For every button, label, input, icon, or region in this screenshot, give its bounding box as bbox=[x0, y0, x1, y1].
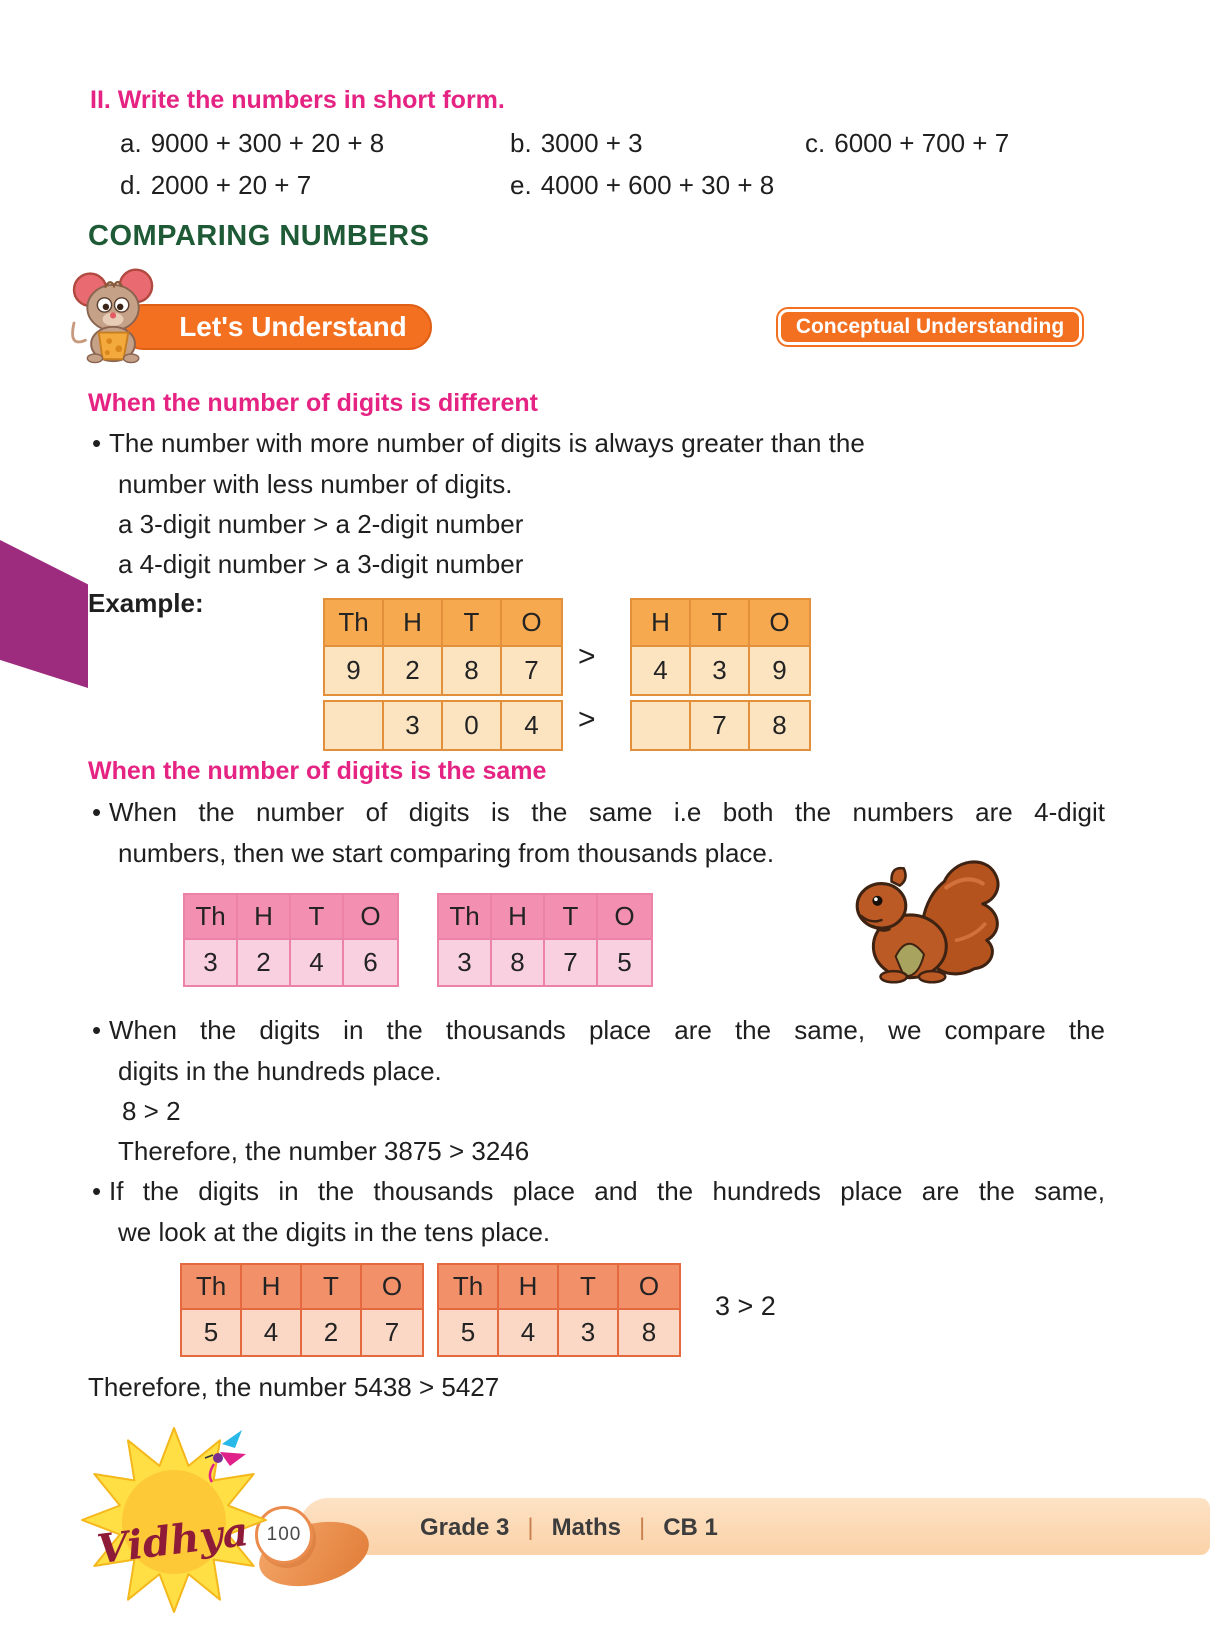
text-line: When the number of digits is the same i.e both the numbers are 4-digit bbox=[109, 797, 1105, 827]
table-cell: 2 bbox=[238, 940, 291, 985]
table-cell: 4 bbox=[632, 647, 691, 694]
exercise-title: II. Write the numbers in short form. bbox=[90, 86, 505, 114]
text-line: number with less number of digits. bbox=[118, 469, 513, 499]
exercise-item-a bbox=[120, 128, 384, 159]
table-header-cell: T bbox=[691, 600, 750, 647]
table-cell: 0 bbox=[443, 702, 502, 749]
table-data-row bbox=[185, 940, 397, 985]
footer-separator: | bbox=[638, 1514, 646, 1541]
table-cell: 7 bbox=[545, 940, 598, 985]
table-cell: 8 bbox=[772, 710, 787, 740]
table-header-cell: Th bbox=[439, 895, 492, 940]
greater-than-sign: > bbox=[578, 640, 596, 673]
exercise-item-d bbox=[120, 170, 311, 201]
text-line: The number with more number of digits is always greater than the bbox=[109, 428, 865, 458]
table-cell: 7 bbox=[384, 1317, 400, 1347]
conclusion-text: Therefore, the number 5438 > 5427 bbox=[88, 1372, 500, 1402]
rule-line: a 4-digit number > a 3-digit number bbox=[118, 549, 524, 579]
place-value-table-439 bbox=[630, 598, 811, 696]
table-header-row bbox=[182, 1265, 422, 1310]
bird-wing-bottom bbox=[220, 1452, 246, 1466]
exercise-item-b bbox=[510, 128, 643, 159]
text-line: digits in the hundreds place. bbox=[118, 1056, 442, 1086]
table-cell: 3 bbox=[439, 940, 492, 985]
table-cell: 6 bbox=[363, 947, 378, 977]
bird-body bbox=[213, 1453, 223, 1463]
table-data-row bbox=[325, 647, 561, 694]
bullet-point: • bbox=[92, 1015, 102, 1045]
page-number: 100 bbox=[266, 1524, 302, 1545]
subheading-digits-different: When the number of digits is different bbox=[88, 389, 538, 417]
place-value-table-5427 bbox=[180, 1263, 424, 1357]
exercise-item-c bbox=[805, 128, 1009, 159]
table-cell: 5 bbox=[182, 1310, 242, 1355]
bullet-point: • bbox=[92, 1176, 102, 1206]
table-header-cell: O bbox=[619, 1265, 679, 1310]
table-header-row bbox=[439, 895, 651, 940]
conclusion-text: Therefore, the number 3875 > 3246 bbox=[118, 1136, 530, 1166]
table-header-row bbox=[439, 1265, 679, 1310]
text-line: numbers, then we start comparing from thousands place. bbox=[118, 838, 775, 868]
conceptual-understanding-badge bbox=[778, 309, 1082, 345]
table-header-cell: H bbox=[499, 1265, 559, 1310]
table-data-row bbox=[632, 702, 809, 749]
item-expression: 9000 + 300 + 20 + 8 bbox=[150, 128, 385, 158]
table-cell: 9 bbox=[325, 647, 384, 694]
place-value-table-78 bbox=[630, 700, 811, 751]
table-header-cell: T bbox=[443, 600, 502, 647]
item-expression: 4000 + 600 + 30 + 8 bbox=[540, 170, 775, 200]
table-cell: 7 bbox=[524, 655, 539, 685]
table-data-row bbox=[632, 647, 809, 694]
table-cell: 3 bbox=[384, 702, 443, 749]
table-header-cell: T bbox=[291, 895, 344, 940]
place-value-table-304 bbox=[323, 700, 563, 751]
table-header-row bbox=[325, 600, 561, 647]
table-cell: 8 bbox=[641, 1317, 657, 1347]
subheading-digits-same: When the number of digits is the same bbox=[88, 757, 547, 785]
bullet-point: • bbox=[92, 797, 102, 827]
footer-grade-label: Grade 3 bbox=[420, 1514, 510, 1541]
table-header-cell: T bbox=[559, 1265, 619, 1310]
conceptual-understanding-label: Conceptual Understanding bbox=[795, 315, 1065, 338]
page-side-tab bbox=[0, 540, 88, 688]
table-cell: 4 bbox=[291, 940, 344, 985]
table-data-row bbox=[325, 702, 561, 749]
table-cell: 5 bbox=[617, 947, 632, 977]
table-header-cell: Th bbox=[439, 1265, 499, 1310]
table-header-cell: T bbox=[302, 1265, 362, 1310]
table-header-row bbox=[185, 895, 397, 940]
item-label: b. bbox=[510, 128, 532, 158]
lets-understand-badge bbox=[120, 304, 432, 350]
table-header-cell: O bbox=[344, 895, 397, 940]
footer-caption bbox=[420, 1511, 718, 1545]
example-label: Example: bbox=[88, 588, 204, 618]
table-cell: 4 bbox=[499, 1310, 559, 1355]
item-label: a. bbox=[120, 128, 142, 158]
comparison-text: 3 > 2 bbox=[715, 1291, 776, 1321]
footer-book-label: CB 1 bbox=[663, 1514, 718, 1541]
item-expression: 2000 + 20 + 7 bbox=[150, 170, 312, 200]
item-label: e. bbox=[510, 170, 532, 200]
greater-than-sign: > bbox=[578, 703, 596, 736]
table-cell: 7 bbox=[691, 702, 750, 749]
place-value-table-3246 bbox=[183, 893, 399, 987]
vidhya-logo bbox=[70, 1422, 278, 1622]
table-header-cell: O bbox=[502, 600, 561, 647]
table-data-row bbox=[439, 940, 651, 985]
mouse-mascot-image bbox=[66, 264, 162, 364]
logo-wordmark: Vidhya bbox=[94, 1507, 252, 1574]
place-value-table-5438 bbox=[437, 1263, 681, 1357]
table-header-cell: Th bbox=[182, 1265, 242, 1310]
bird-wing-top bbox=[222, 1430, 242, 1448]
comparison-text: 8 > 2 bbox=[122, 1096, 181, 1126]
table-header-cell: O bbox=[362, 1265, 422, 1310]
text-line: we look at the digits in the tens place. bbox=[118, 1217, 551, 1247]
table-data-row bbox=[182, 1310, 422, 1355]
item-expression: 6000 + 700 + 7 bbox=[834, 128, 1010, 158]
section-heading: COMPARING NUMBERS bbox=[88, 220, 430, 252]
table-header-cell: H bbox=[238, 895, 291, 940]
table-cell bbox=[325, 702, 384, 749]
footer-subject-label: Maths bbox=[551, 1514, 621, 1541]
table-cell: 8 bbox=[443, 647, 502, 694]
table-header-cell: H bbox=[632, 600, 691, 647]
table-cell: 4 bbox=[242, 1310, 302, 1355]
table-cell: 2 bbox=[384, 647, 443, 694]
table-header-cell: Th bbox=[185, 895, 238, 940]
text-line: If the digits in the thousands place and the hundreds place are the same, bbox=[109, 1176, 1105, 1206]
footer-separator: | bbox=[527, 1514, 534, 1541]
lets-understand-label: Let's Understand bbox=[179, 311, 407, 342]
item-label: d. bbox=[120, 170, 142, 200]
table-cell: 3 bbox=[691, 647, 750, 694]
squirrel-image bbox=[843, 843, 1005, 995]
item-label: c. bbox=[805, 128, 826, 158]
text-line: When the digits in the thousands place are the same, we compare the bbox=[109, 1015, 1105, 1045]
table-header-cell: O bbox=[598, 895, 651, 940]
place-value-table-3875 bbox=[437, 893, 653, 987]
table-header-cell: T bbox=[545, 895, 598, 940]
exercise-item-e bbox=[510, 170, 774, 201]
table-cell: 5 bbox=[439, 1310, 499, 1355]
table-cell: 8 bbox=[492, 940, 545, 985]
table-header-cell: O bbox=[750, 600, 809, 647]
table-header-cell: H bbox=[384, 600, 443, 647]
place-value-table-9287 bbox=[323, 598, 563, 696]
table-header-cell: H bbox=[242, 1265, 302, 1310]
item-expression: 3000 + 3 bbox=[540, 128, 643, 158]
table-cell: 3 bbox=[185, 940, 238, 985]
table-header-row bbox=[632, 600, 809, 647]
table-cell: 3 bbox=[559, 1310, 619, 1355]
table-header-cell: H bbox=[492, 895, 545, 940]
table-header-cell: Th bbox=[325, 600, 384, 647]
table-cell: 4 bbox=[524, 710, 539, 740]
table-cell: 9 bbox=[772, 655, 787, 685]
table-cell bbox=[632, 702, 691, 749]
table-cell: 2 bbox=[302, 1310, 362, 1355]
bullet-point: • bbox=[92, 428, 102, 458]
rule-line: a 3-digit number > a 2-digit number bbox=[118, 509, 524, 539]
table-data-row bbox=[439, 1310, 679, 1355]
